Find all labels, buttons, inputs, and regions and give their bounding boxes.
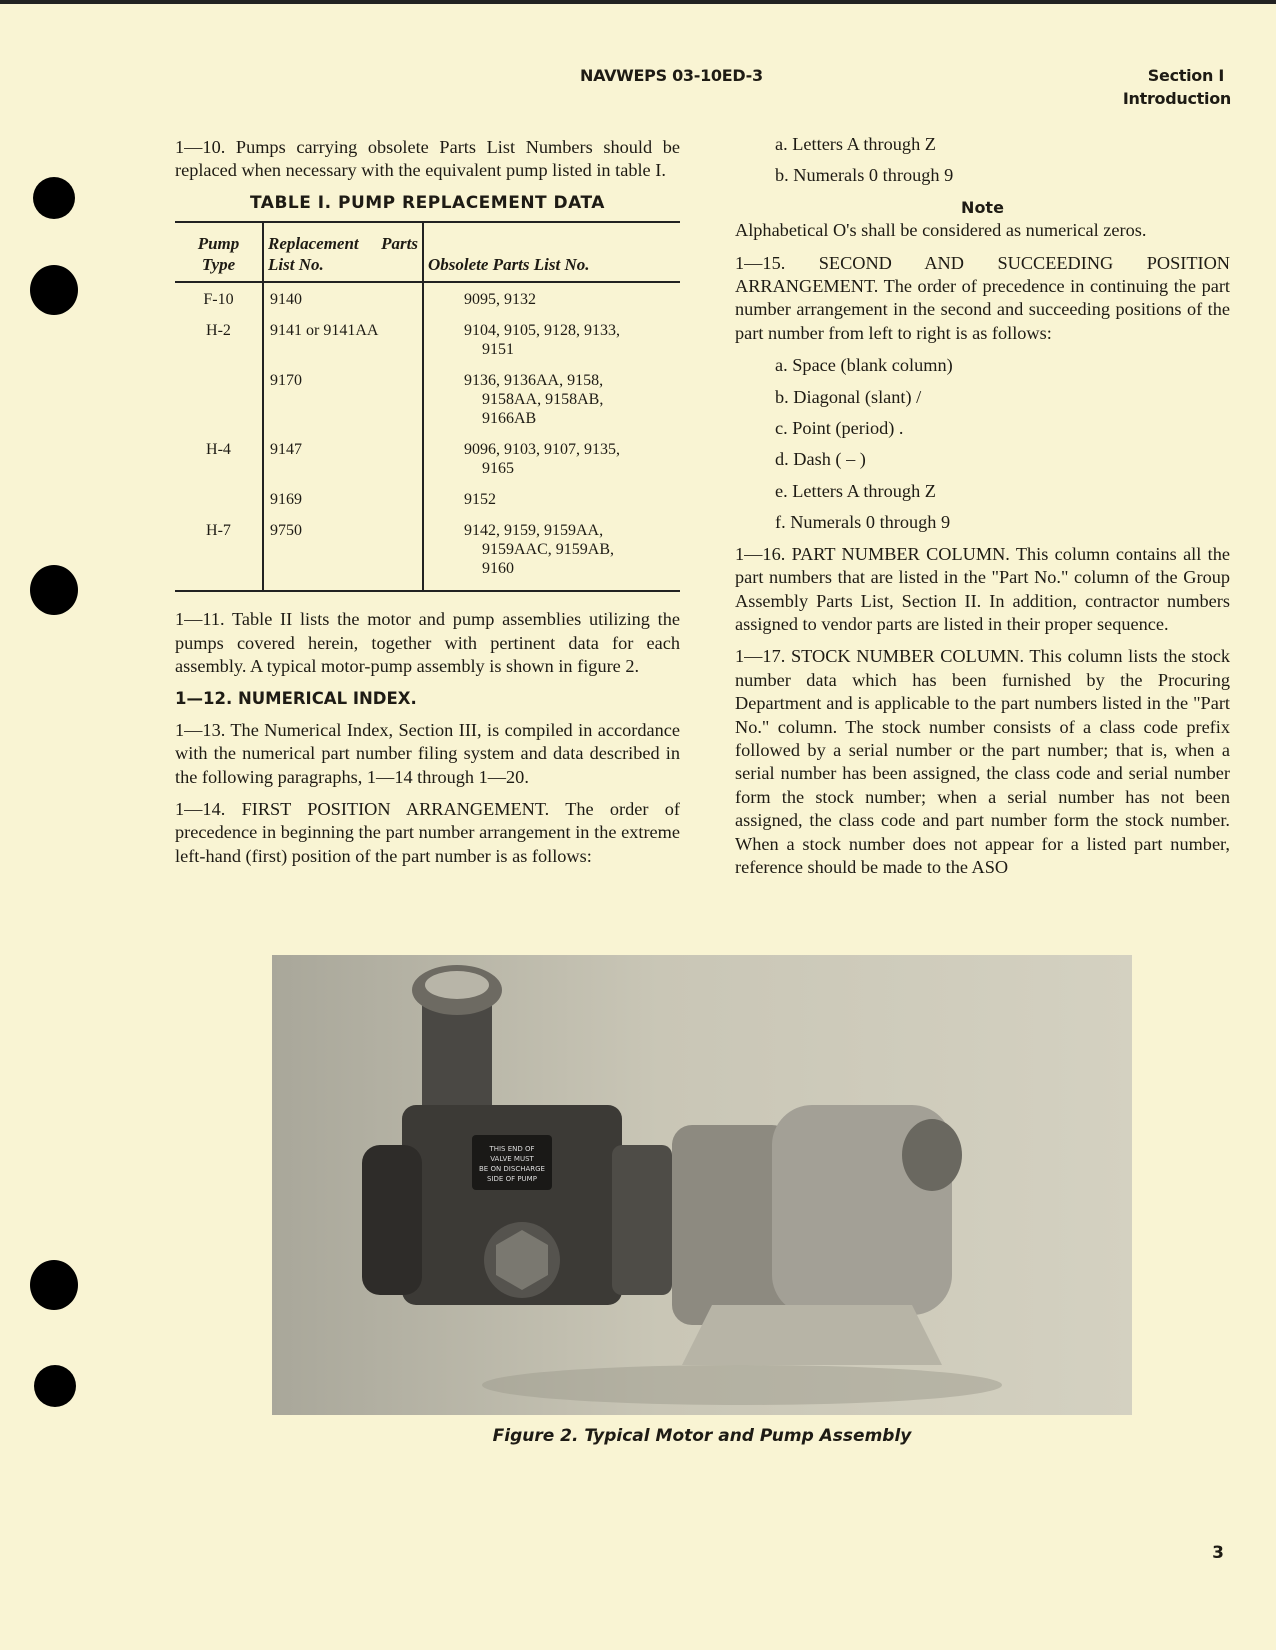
svg-text:THIS END OF: THIS END OF bbox=[489, 1145, 535, 1153]
table-title: TABLE I. PUMP REPLACEMENT DATA bbox=[250, 192, 605, 213]
replacement-cell: 9141 or 9141AA bbox=[263, 314, 423, 364]
obsolete-line: 9096, 9103, 9107, 9135, bbox=[464, 441, 620, 459]
left-column bbox=[175, 136, 680, 877]
list-item: e. Letters A through Z bbox=[775, 480, 936, 501]
replacement-cell: 9170 bbox=[263, 364, 423, 433]
paragraph-1-10: 1—10. Pumps carrying obsolete Parts List Numbers should be replaced when necessary with the equivalent pump listed in table I. bbox=[175, 137, 680, 181]
doc-number: NAVWEPS 03-10ED-3 bbox=[580, 66, 763, 85]
binder-hole bbox=[30, 265, 78, 315]
replacement-cell: 9140 bbox=[263, 282, 423, 314]
heading-numerical-index: 1—12. NUMERICAL INDEX. bbox=[175, 689, 417, 709]
note-text: Alphabetical O's shall be considered as numerical zeros. bbox=[735, 220, 1147, 241]
list-item: f. Numerals 0 through 9 bbox=[775, 512, 951, 533]
table-row bbox=[175, 514, 680, 591]
table-row bbox=[175, 282, 680, 314]
binder-hole bbox=[30, 565, 78, 615]
obsolete-line: 9152 bbox=[464, 491, 496, 509]
obsolete-line: 9160 bbox=[482, 560, 514, 578]
second-position-list bbox=[735, 354, 1230, 534]
list-item: b. Diagonal (slant) / bbox=[775, 386, 922, 407]
pump-type-cell: H-7 bbox=[175, 514, 263, 591]
paragraph-1-15: 1—15. SECOND AND SUCCEEDING POSITION ARRANGEMENT. The order of precedence in continuing the part number arrangement in the second and succeeding positions of the part number from left to right is as follows: bbox=[735, 252, 1230, 343]
pump-replacement-table bbox=[175, 221, 680, 592]
obsolete-line: 9136, 9136AA, 9158, bbox=[464, 372, 604, 390]
section-title: Introduction bbox=[1122, 89, 1231, 108]
obsolete-cell bbox=[423, 514, 680, 591]
pump-type-cell: H-2 bbox=[175, 314, 263, 364]
replacement-cell: 9169 bbox=[263, 483, 423, 514]
table-row bbox=[175, 433, 680, 483]
list-item: b. Numerals 0 through 9 bbox=[775, 165, 954, 186]
replacement-cell: 9750 bbox=[263, 514, 423, 591]
pump-type-cell bbox=[175, 483, 263, 514]
obsolete-line: 9158AA, 9158AB, bbox=[482, 391, 604, 409]
obsolete-cell bbox=[423, 282, 680, 314]
obsolete-cell bbox=[423, 433, 680, 483]
svg-text:BE ON DISCHARGE: BE ON DISCHARGE bbox=[479, 1165, 545, 1173]
paragraph-1-16: 1—16. PART NUMBER COLUMN. This column contains all the part numbers that are listed in the "Part No." column of the Group Assembly Parts List, Section II. In addition, contractor numbers assigned to vendor parts are listed in their proper sequence. bbox=[735, 543, 1230, 634]
section-label: Section I bbox=[1147, 66, 1224, 85]
svg-text:VALVE MUST: VALVE MUST bbox=[490, 1155, 534, 1163]
right-column bbox=[735, 133, 1230, 888]
list-item: d. Dash ( – ) bbox=[775, 449, 866, 470]
binder-hole bbox=[34, 1365, 76, 1407]
col-header: Replacement Parts List No. bbox=[263, 222, 423, 282]
obsolete-line: 9095, 9132 bbox=[464, 291, 536, 309]
table-row bbox=[175, 364, 680, 433]
motor-pump-photo bbox=[272, 955, 1132, 1415]
list-item: c. Point (period) . bbox=[775, 418, 904, 439]
paragraph-1-13: 1—13. The Numerical Index, Section III, is compiled in accordance with the numerical part number filing system and data described in the following paragraphs, 1—14 through 1—20. bbox=[175, 719, 680, 787]
paragraph-1-11: 1—11. Table II lists the motor and pump assemblies utilizing the pumps covered herein, together with pertinent data for each assembly. A typical motor-pump assembly is shown in figure 2. bbox=[175, 609, 680, 677]
table-row bbox=[175, 483, 680, 514]
col-header: Pump Type bbox=[175, 222, 263, 282]
obsolete-line: 9165 bbox=[482, 460, 514, 478]
paragraph-1-14: 1—14. FIRST POSITION ARRANGEMENT. The order of precedence in beginning the part number arrangement in the extreme left-hand (first) position of the part number is as follows: bbox=[175, 799, 680, 866]
binder-hole bbox=[30, 1260, 78, 1310]
obsolete-line: 9166AB bbox=[482, 410, 537, 428]
pump-type-cell: F-10 bbox=[175, 282, 263, 314]
col-header: Obsolete Parts List No. bbox=[423, 222, 680, 282]
obsolete-line: 9104, 9105, 9128, 9133, bbox=[464, 322, 620, 340]
pump-type-cell bbox=[175, 364, 263, 433]
obsolete-cell bbox=[423, 364, 680, 433]
obsolete-line: 9151 bbox=[482, 341, 514, 359]
figure-caption: Figure 2. Typical Motor and Pump Assembly bbox=[492, 1426, 912, 1446]
scan-edge bbox=[0, 0, 1276, 4]
paragraph-1-17: 1—17. STOCK NUMBER COLUMN. This column lists the stock number data which has been furnished by the Procuring Department and is applicable to the part numbers listed in the "Part No." column. The stock number consists of a class code prefix followed by a serial number or the part number; that is, when a serial number has been assigned, the class code and serial number form the stock number; when a serial number has not been assigned, the class code and part number form the stock number. When a stock number does not appear for a listed part number, reference should be made to the ASO bbox=[735, 646, 1230, 877]
list-item: a. Letters A through Z bbox=[775, 134, 936, 154]
first-position-list bbox=[735, 133, 1230, 188]
obsolete-line: 9142, 9159, 9159AA, bbox=[464, 522, 604, 540]
note-label: Note bbox=[961, 197, 1004, 217]
binder-hole bbox=[33, 177, 75, 219]
table-row bbox=[175, 314, 680, 364]
page-number: 3 bbox=[1212, 1543, 1224, 1563]
pump-type-cell: H-4 bbox=[175, 433, 263, 483]
svg-text:SIDE OF PUMP: SIDE OF PUMP bbox=[487, 1175, 537, 1183]
obsolete-cell bbox=[423, 483, 680, 514]
obsolete-line: 9159AAC, 9159AB, bbox=[482, 541, 615, 559]
replacement-cell: 9147 bbox=[263, 433, 423, 483]
list-item: a. Space (blank column) bbox=[775, 355, 953, 376]
obsolete-cell bbox=[423, 314, 680, 364]
